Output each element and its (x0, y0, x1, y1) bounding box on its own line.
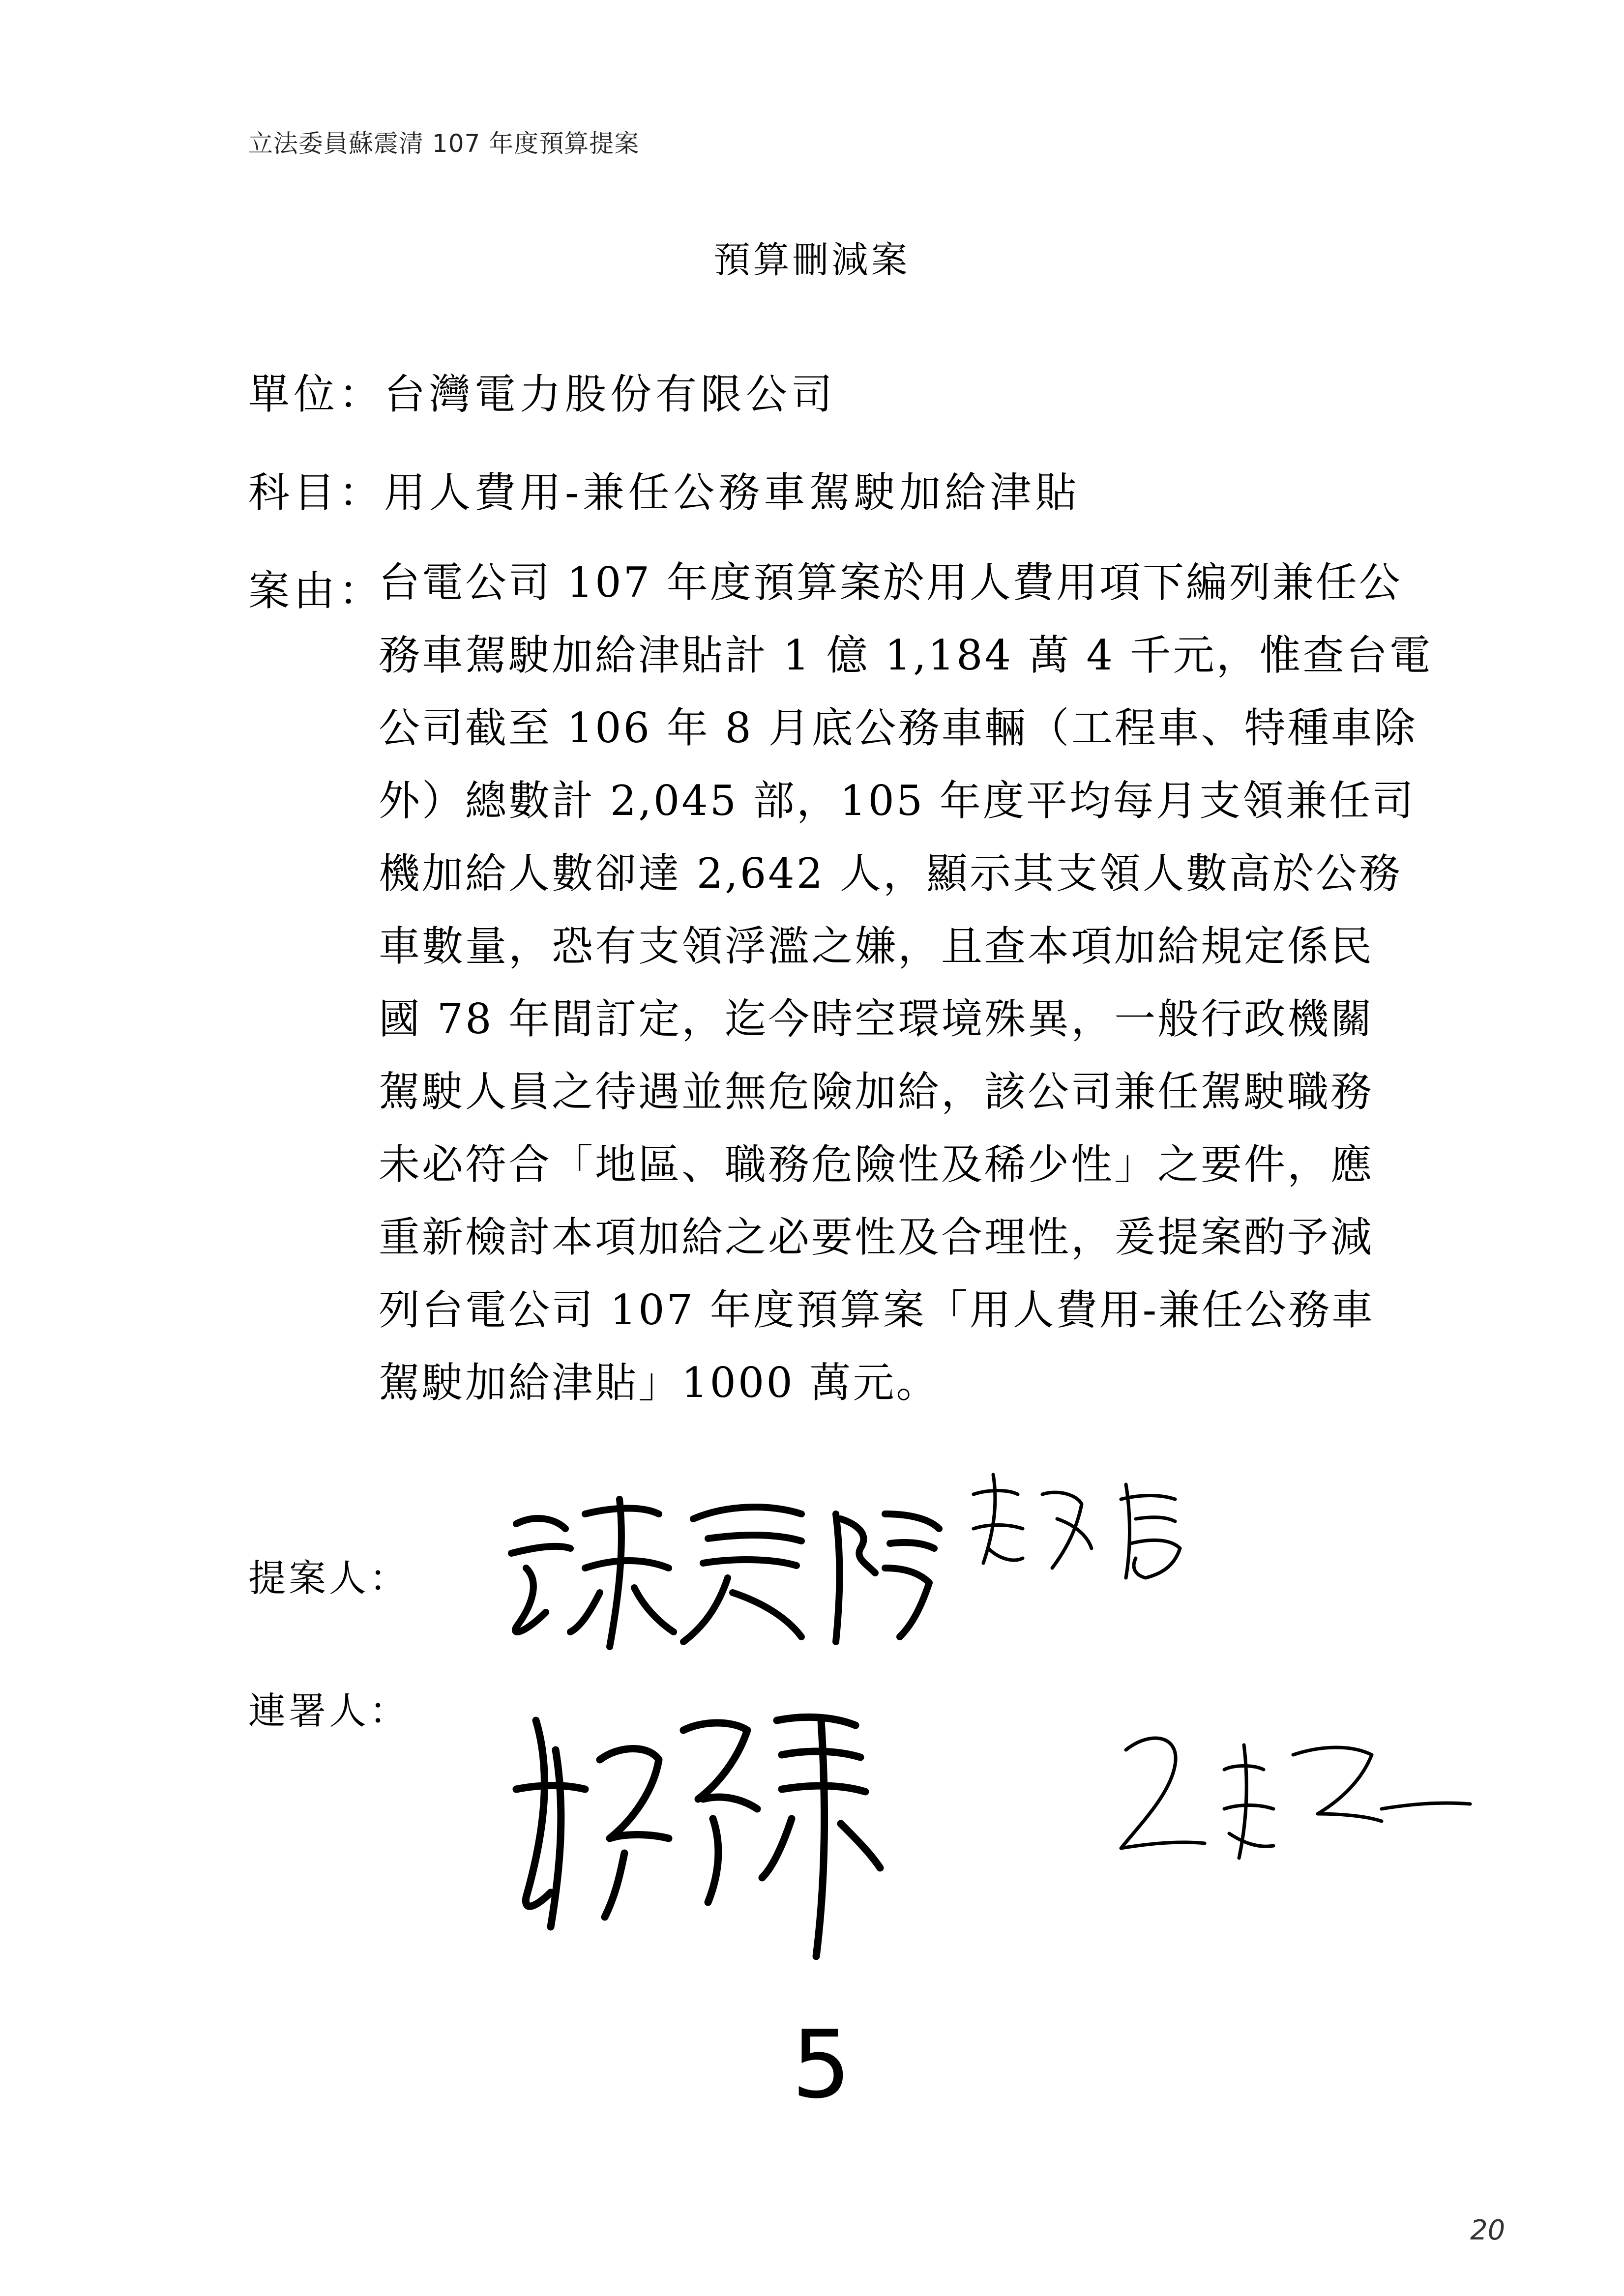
reason-line: 國 78 年間訂定，迄今時空環境殊異，一般行政機關 (379, 995, 1374, 1043)
reason-line: 機加給人數卻達 2,642 人，顯示其支領人數高於公務 (379, 849, 1402, 898)
cosigner-label: 連署人： (248, 1689, 410, 1733)
subject-field (248, 460, 1080, 519)
handwritten-number: 5 (792, 2010, 851, 2119)
reason-line: 外）總數計 2,045 部，105 年度平均每月支領兼任司 (379, 777, 1416, 825)
proposer-signature-secondary (959, 1465, 1214, 1593)
reason-line: 未必符合「地區、職務危險性及稀少性」之要件，應 (379, 1140, 1374, 1189)
unit-field (248, 361, 836, 421)
proposer-signature-main (497, 1484, 949, 1661)
unit-value: 台灣電力股份有限公司 (384, 370, 837, 418)
cosigner-signature-secondary (1106, 1711, 1475, 1873)
reason-line: 列台電公司 107 年度預算案「用人費用-兼任公務車 (379, 1286, 1375, 1334)
reason-line: 台電公司 107 年度預算案於用人費用項下編列兼任公 (379, 558, 1402, 607)
reason-line: 公司截至 106 年 8 月底公務車輛（工程車、特種車除 (379, 704, 1417, 752)
document-title: 預算刪減案 (713, 239, 911, 281)
proposer-label: 提案人： (248, 1556, 410, 1600)
proposal-source-header: 立法委員蘇震清 107 年度預算提案 (248, 129, 640, 158)
reason-text (379, 558, 1433, 1431)
subject-label: 科目： (248, 468, 384, 517)
reason-line: 駕駛加給津貼」1000 萬元。 (379, 1359, 940, 1407)
unit-label: 單位： (248, 370, 384, 418)
page-number: 20 (1470, 2214, 1506, 2246)
reason-line: 務車駕駛加給津貼計 1 億 1,184 萬 4 千元，惟查台電 (379, 631, 1433, 679)
reason-line: 重新檢討本項加給之必要性及合理性，爰提案酌予減 (379, 1213, 1374, 1261)
reason-line: 駕駛人員之待遇並無危險加給，該公司兼任駕駛職務 (379, 1068, 1374, 1116)
reason-label: 案由： (248, 567, 384, 615)
subject-value: 用人費用-兼任公務車駕駛加給津貼 (384, 468, 1081, 517)
reason-line: 車數量，恐有支領浮濫之嫌，且查本項加給規定係民 (379, 922, 1374, 970)
cosigner-signature-main (506, 1691, 890, 1971)
